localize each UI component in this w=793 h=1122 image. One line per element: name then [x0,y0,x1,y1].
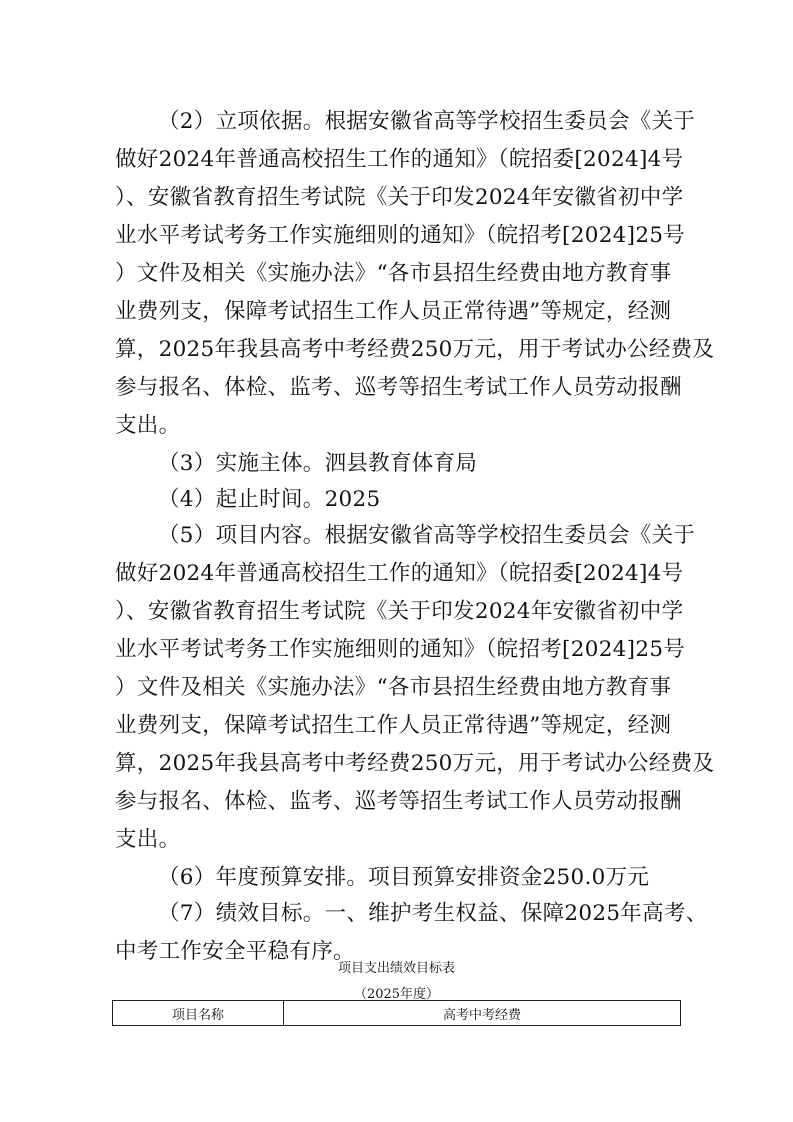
text-line: 业费列支，保障考试招生工作人员正常待遇”等规定，经测 [115,299,672,324]
text-line: ）、安徽省教育招生考试院《关于印发2024年安徽省初中学 [115,599,684,624]
text-line: （3）实施主体。泗县教育体育局 [158,451,478,476]
table-subtitle: （2025年度） [353,987,440,1002]
text-line: 算，2025年我县高考中考经费250万元，用于考试办公经费及 [115,337,715,362]
text-line: 参与报名、体检、监考、巡考等招生考试工作人员劳动报酬 [115,375,682,400]
paragraph-basis [115,103,715,445]
table-cell-label: 项目名称 [113,1001,284,1026]
table-title: 项目支出绩效目标表 [337,961,455,976]
text-line: ）文件及相关《实施办法》“各市县招生经费由地方教育事 [115,675,672,700]
text-line: （6）年度预算安排。项目预算安排资金250.0万元 [158,865,650,890]
paragraph-period [115,481,685,519]
text-line: （7）绩效目标。一、维护考生权益、保障2025年高考、 [158,901,708,926]
text-line: 中考工作安全平稳有序。 [115,939,355,964]
text-line: （2）立项依据。根据安徽省高等学校招生委员会《关于 [158,109,696,134]
text-line: ）文件及相关《实施办法》“各市县招生经费由地方教育事 [115,261,672,286]
paragraph-implementer [115,445,685,483]
paragraph-content [115,517,715,859]
text-line: 支出。 [115,827,181,852]
text-line: ）、安徽省教育招生考试院《关于印发2024年安徽省初中学 [115,185,684,210]
text-line: （5）项目内容。根据安徽省高等学校招生委员会《关于 [158,523,696,548]
text-line: 做好2024年普通高校招生工作的通知》（皖招委[2024]4号 [115,147,684,172]
text-line: 业水平考试考务工作实施细则的通知》（皖招考[2024]25号 [115,223,686,248]
text-line: 业费列支，保障考试招生工作人员正常待遇”等规定，经测 [115,713,672,738]
text-line: 支出。 [115,413,181,438]
paragraph-budget [115,859,685,897]
performance-table [112,1000,681,1026]
text-line: 参与报名、体检、监考、巡考等招生考试工作人员劳动报酬 [115,789,682,814]
text-line: 做好2024年普通高校招生工作的通知》（皖招委[2024]4号 [115,561,684,586]
text-line: 算，2025年我县高考中考经费250万元，用于考试办公经费及 [115,751,715,776]
table-cell-value: 高考中考经费 [284,1001,681,1026]
text-line: （4）起止时间。2025 [158,487,381,512]
table-row [113,1001,681,1026]
text-line: 业水平考试考务工作实施细则的通知》（皖招考[2024]25号 [115,637,686,662]
